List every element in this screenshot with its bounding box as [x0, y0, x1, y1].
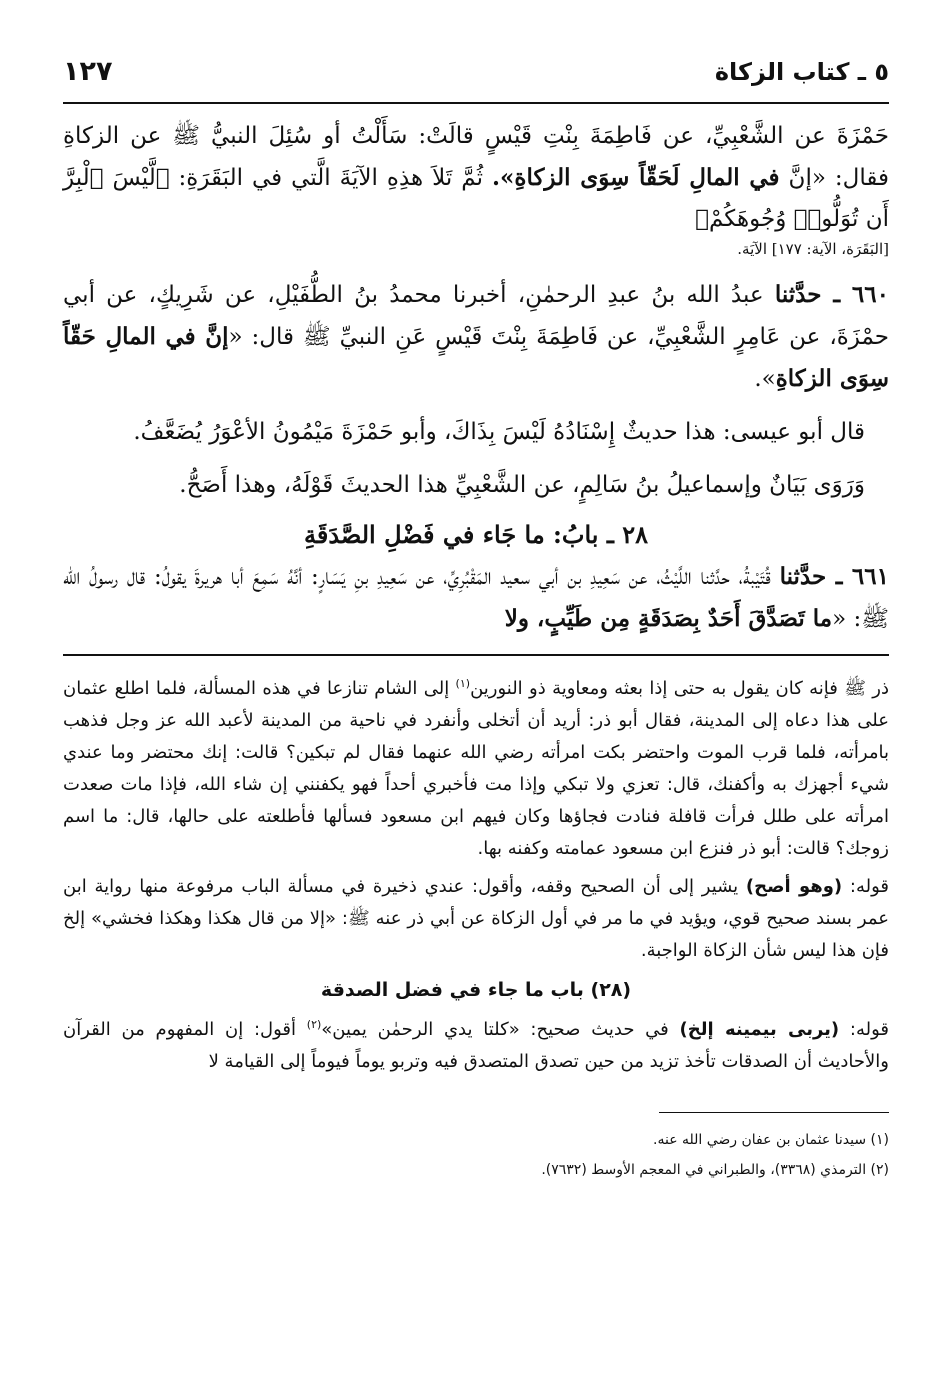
commentary-3-mid: في حديث صحيح: «كلتا يدي الرحمٰن يمين» [321, 1019, 680, 1040]
commentary-3-quote: (يربى بيمينه إلخ) [679, 1019, 840, 1040]
footnote-1: (١) سيدنا عثمان بن عفان رضي الله عنه. [653, 1132, 889, 1148]
commentary-rule [63, 654, 889, 656]
hadith-660-end: ». [754, 366, 776, 392]
footnote-2: (٢) الترمذي (٣٣٦٨)، والطبراني في المعجم الأوسط (٧٦٣٢). [541, 1162, 889, 1178]
commentary-1-rest: إلى الشام تنازعا في هذه المسألة، فلما اطلع عثمان على هذا دعاه إلى المدينة، فقال أبو ذر: أريد أن أتخلى وأنفرد في ناحية من المدينة لأعبد الله عز وجل فذهب بامرأته، فلما قرب الموت واحتضر بكت امرأته رضي الله عنهما فقال لم تبكين؟ قالت: إنك محتضر وما عندي شيء أجهزك به وأكفنك، قال: تعزي ولا تبكي وإذا مت فأخبري أحداً فهو يكفنني إن شاء الله، فإذا مات صعدت امرأته على طلل فرأت قافلة فنادت فجاؤها وكان فيهم ابن مسعود فسألها فأطلعته على حالها، قال: ما اسم زوجك؟ قالت: أبو ذر فنزع ابن مسعود عمامته وكفنه بها. [63, 678, 889, 859]
hadith-659-continuation [63, 116, 889, 240]
abu-isa-remark: قال أبو عيسى: هذا حديثٌ إِسْنَادُهُ لَيْسَ بِذَاكَ، وأبو حَمْزَةَ مَيْمُونُ الأعْوَرُ يُضَعَّفُ. [133, 419, 865, 445]
hadith-660-matn: إنَّ في المالِ حَقّاً سِوَى الزكاةِ [63, 323, 889, 392]
footnote-rule [659, 1112, 889, 1113]
hadith-661-matn: ما تَصَدَّقَ أَحَدٌ بِصَدَقَةٍ مِن طَيِّبٍ، ولا [504, 605, 833, 632]
hadith-661-isnad: قُتَيْبةُ، حدَّثنا اللَّيْثُ، عن سَعِيدِ بن أبي سعيد المَقْبُرِيِّ، عن سَعِيدِ بنِ يَسَارٍ: أنَّهُ سَمِعَ أبا هريرةَ يقولُ: قال رسولُ الله ﷺ: « [63, 564, 889, 632]
hadith-660-isnad: عبدُ الله بنُ عبدِ الرحمٰنِ، أخبرنا محمدُ بنُ الطُّفَيْلِ، عن شَرِيكٍ، عن أبي حمْزَةَ، عن عَامِرٍ الشَّعْبِيِّ، عن فَاطِمَةَ بِنْتَ قَيْسٍ عَنِ النبيِّ ﷺ قال: « [63, 282, 889, 350]
commentary-2-rest: يشير إلى أن الصحيح وقفه، وأقول: عندي ذخيرة في مسألة الباب مرفوعة منها رواية ابن عمر بسند صحيح قوي، ويؤيد في ما مر في أول الزكاة عن أبي ذر عنه ﷺ: «إلا من قال هكذا وهكذا فخشي» إلخ فإن هذا ليس شأن الزكاة الواجبة. [63, 876, 889, 961]
commentary-3-lead: قوله: [839, 1019, 889, 1040]
commentary-paragraph-3 [63, 1009, 889, 1078]
hadith-661 [63, 556, 889, 640]
footnotes [63, 1125, 889, 1185]
hadith-659-text: حَمْزَةَ عن الشَّعْبِيِّ، عن فَاطِمَةَ بِنْتِ قَيْسٍ قالَتْ: سَأَلْتُ أو سُئِلَ النبيُّ ﷺ عن الزكاةِ فقال: «إنَّ [63, 123, 890, 191]
commentary [63, 668, 889, 1078]
header-rule [63, 102, 889, 104]
chapter-heading: ٢٨ ـ بابُ: ما جَاء في فَضْلِ الصَّدَقَةِ [303, 520, 648, 549]
commentary-1-text: ذر ﷺ فإنه كان يقول به حتى إذا بعثه ومعاوية ذو النورين [470, 678, 889, 699]
quran-reference: [البَقَرَة، الآية: ١٧٧] الآيَة. [737, 240, 889, 258]
commentary-2-quote: (وهو أصح) [745, 876, 843, 897]
page-number: ١٢٧ [63, 56, 113, 87]
narration-remark: وَرَوَى بَيَانٌ وإسماعيلُ بنُ سَالِمٍ، عن الشَّعْبِيِّ هذا الحديثَ قَوْلَهُ، وهذا أَصَحُّ. [179, 472, 865, 498]
hadith-659-matn: في المالِ لَحَقّاً سِوَى الزكاةِ». [492, 164, 780, 191]
hadith-659-tail: ثُمَّ تَلاَ هذِهِ الآيَةَ الَّتي في البَقَرَةِ: ﴿لَّيْسَ ٱلْبِرَّ أَن تُوَلُّوا۟ وُجُوهَكُمْ﴾ [63, 165, 889, 232]
commentary-3-rest: أقول: إن المفهوم من القرآن والأحاديث أن الصدقات تأخذ تزيد من حين تصدق المتصدق فيه وتربو يوماً فيوماً إلى القيامة لا [63, 1019, 889, 1072]
main-text [63, 116, 889, 640]
chapter-title: ٥ ـ كتاب الزكاة [714, 58, 889, 86]
hadith-660-number: ٦٦٠ ـ حدَّثنا [774, 281, 889, 308]
footnote-marker-1: (١) [455, 677, 471, 690]
commentary-paragraph-2 [63, 871, 889, 967]
book-page [63, 56, 889, 1185]
commentary-heading: (٢٨) باب ما جاء في فضل الصدقة [320, 979, 632, 1001]
running-header [63, 56, 889, 96]
commentary-paragraph-1 [63, 668, 889, 865]
footnote-marker-2: (٢) [306, 1018, 322, 1031]
commentary-2-lead: قوله: [842, 876, 889, 897]
hadith-660 [63, 274, 889, 400]
hadith-661-number: ٦٦١ ـ حدَّثنا [779, 563, 889, 590]
